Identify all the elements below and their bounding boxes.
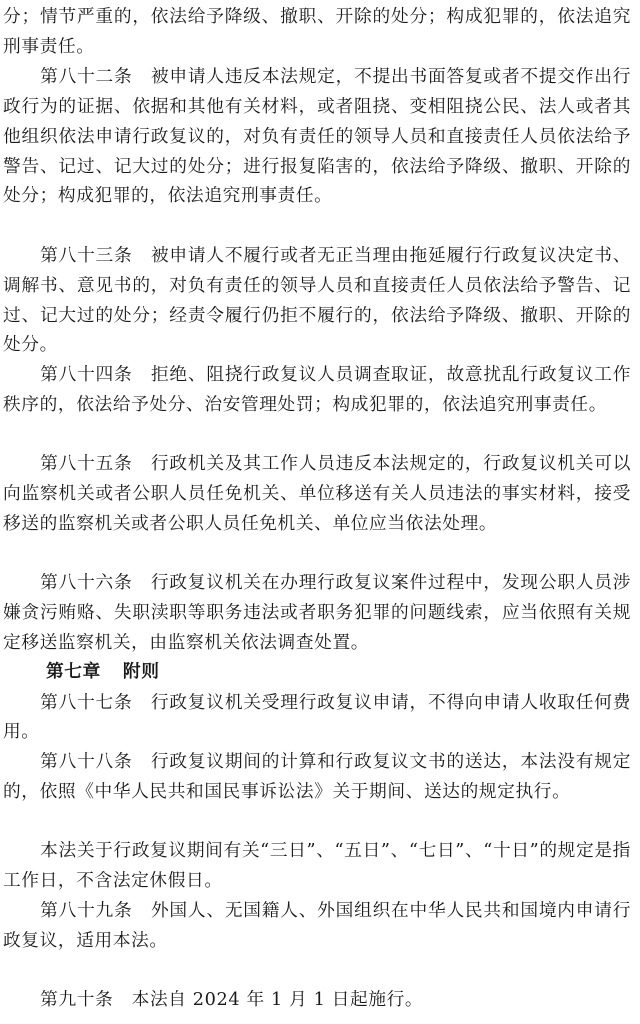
article-88: 第八十八条 行政复议期间的计算和行政复议文书的送达，本法没有规定的，依照《中华人民共和国民事诉讼法》关于期间、送达的规定执行。	[3, 752, 631, 802]
paragraph-continuation: 分；情节严重的，依法给予降级、撤职、开除的处分；构成犯罪的，依法追究刑事责任。	[3, 7, 631, 58]
article-90: 第九十条 本法自 2024 年 1 月 1 日起施行。	[40, 989, 424, 1010]
article-85: 第八十五条 行政机关及其工作人员违反本法规定的，行政复议机关可以向监察机关或者公职人员任免机关、单位移送有关人员违法的事实材料，接受移送的监察机关或者公职人员任免机关、单位应当依法处理。	[3, 454, 631, 534]
chapter-heading	[46, 658, 160, 688]
article-88-clause-2: 本法关于行政复议期间有关“三日”、“五日”、“七日”、“十日”的规定是指工作日，不含法定休假日。	[3, 841, 631, 891]
article-89: 第八十九条 外国人、无国籍人、外国组织在中华人民共和国境内申请行政复议，适用本法。	[3, 900, 631, 951]
article-86: 第八十六条 行政复议机关在办理行政复议案件过程中，发现公职人员涉嫌贪污贿赂、失职渎职等职务违法或者职务犯罪的问题线索，应当依照有关规定移送监察机关，由监察机关依法调查处置。	[3, 573, 631, 653]
article-84: 第八十四条 拒绝、阻挠行政复议人员调查取证，故意扰乱行政复议工作秩序的，依法给予处分、治安管理处罚；构成犯罪的，依法追究刑事责任。	[3, 365, 631, 415]
article-82: 第八十二条 被申请人违反本法规定，不提出书面答复或者不提交作出行政行为的证据、依据和其他有关材料，或者阻挠、变相阻挠公民、法人或者其他组织依法申请行政复议的，对负有责任的领导人员和直接责任人员依法给予警告、记过、记大过的处分；进行报复陷害的，依法给予降级、撤职、开除的处分；构成犯罪的，依法追究刑事责任。	[3, 67, 631, 207]
chapter-title: 附则	[122, 662, 160, 683]
article-83: 第八十三条 被申请人不履行或者无正当理由拖延履行行政复议决定书、调解书、意见书的，对负有责任的领导人员和直接责任人员依法给予警告、记过、记大过的处分；经责令履行仍拒不履行的，依法给予降级、撤职、开除的处分。	[3, 245, 631, 356]
chapter-number: 第七章	[46, 662, 101, 683]
article-87: 第八十七条 行政复议机关受理行政复议申请，不得向申请人收取任何费用。	[3, 692, 631, 743]
